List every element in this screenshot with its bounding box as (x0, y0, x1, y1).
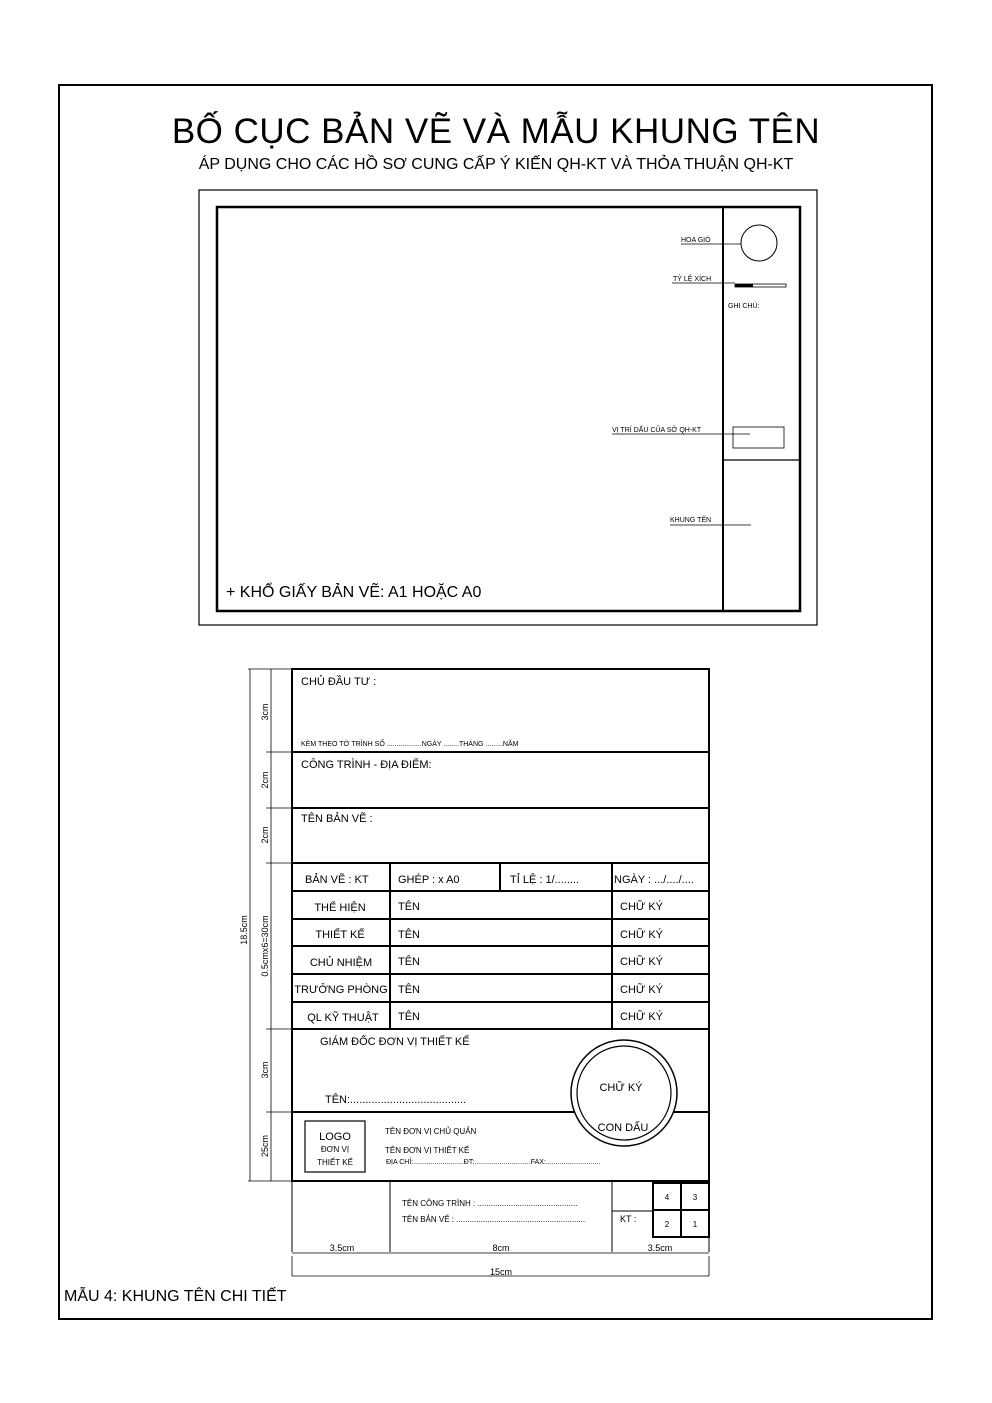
stamp-label: CON DẤU (597, 1122, 649, 1134)
staff-name: TÊN (398, 956, 420, 968)
staff-role: QL KỸ THUẬT (307, 1012, 379, 1024)
dim-v-2: 2cm (260, 771, 270, 789)
managing-unit: TÊN ĐƠN VỊ CHỦ QUẢN (385, 1127, 477, 1136)
submission-line: KÈM THEO TỜ TRÌNH SỐ ..................NGÀY ........THÁNG .........NĂM (301, 741, 519, 748)
address-line: ĐỊA CHỈ:..........................ĐT:.............................FAX:............................ (386, 1159, 601, 1166)
drawing-name-label: TÊN BẢN VẼ : (301, 813, 373, 825)
notes-label: GHI CHÚ: (728, 303, 760, 310)
logo-line-1: LOGO (319, 1131, 351, 1143)
layout-sheet-diagram (199, 190, 817, 625)
signature-label: CHỮ KÝ (599, 1082, 643, 1094)
scale-bar-fill (735, 284, 753, 287)
staff-sign: CHỮ KÝ (620, 1011, 664, 1023)
info-scale: TỈ LỆ : 1/........ (510, 874, 580, 886)
title-block-label: KHUNG TÊN (670, 517, 712, 524)
folded-project-name: TÊN CÔNG TRÌNH : ............................................. (402, 1199, 578, 1208)
project-label: CÔNG TRÌNH - ĐỊA ĐIỂM: (301, 759, 432, 771)
staff-role: CHỦ NHIỆM (309, 957, 373, 969)
sheet-number: 3 (692, 1193, 698, 1202)
dim-v-6: 25cm (260, 1134, 270, 1158)
staff-name: TÊN (398, 1011, 420, 1023)
dim-h-mid: 8cm (492, 1243, 510, 1253)
page-subtitle: ÁP DỤNG CHO CÁC HỒ SƠ CUNG CẤP Ý KIẾN QH-KT VÀ THỎA THUẬN QH-KT (198, 156, 794, 173)
folded-drawing-name: TÊN BẢN VẼ : .......................................................... (402, 1215, 586, 1224)
stamp-position-box (733, 427, 784, 448)
staff-role: THỂ HIỆN (314, 902, 366, 914)
dim-h-right: 3.5cm (647, 1243, 673, 1253)
investor-label: CHỦ ĐẦU TƯ : (301, 676, 377, 688)
dim-h-left: 3.5cm (329, 1243, 355, 1253)
info-drawing-no: BẢN VẼ : KT (305, 874, 369, 886)
logo-line-2: ĐƠN VỊ (320, 1145, 350, 1154)
page-title: BỐ CỤC BẢN VẼ VÀ MẪU KHUNG TÊN (171, 112, 821, 151)
scale-label: TỶ LỆ XÍCH (673, 276, 712, 283)
dim-v-4: 0.5cmx6=30cm (260, 915, 270, 977)
footer-caption: MẪU 4: KHUNG TÊN CHI TIẾT (64, 1288, 287, 1305)
sheet-number: 2 (664, 1220, 670, 1229)
dim-v-3: 2cm (260, 826, 270, 844)
staff-name: TÊN (398, 901, 420, 913)
info-date: NGÀY : .../..../.... (614, 874, 694, 886)
sheet-outer-frame (199, 190, 817, 625)
dim-v-1: 3cm (260, 703, 270, 721)
staff-sign: CHỮ KÝ (620, 984, 664, 996)
sheet-number: 4 (664, 1193, 670, 1202)
title-block-texts (239, 675, 698, 1277)
staff-role: THIẾT KẾ (315, 929, 365, 941)
staff-name: TÊN (398, 984, 420, 996)
stamp-position-label: VỊ TRÍ DẤU CỦA SỞ QH-KT (612, 427, 702, 434)
dim-v-5: 3cm (260, 1061, 270, 1079)
dim-h-total: 15cm (489, 1267, 513, 1277)
wind-rose-label: HOA GIÓ (681, 237, 711, 244)
staff-sign: CHỮ KÝ (620, 929, 664, 941)
sheet-number: 1 (692, 1220, 698, 1229)
staff-name: TÊN (398, 929, 420, 941)
director-label: GIÁM ĐỐC ĐƠN VỊ THIẾT KẾ (320, 1036, 470, 1048)
logo-line-3: THIẾT KẾ (317, 1158, 353, 1167)
paper-size-note: + KHỔ GIẤY BẢN VẼ: A1 HOẶC A0 (226, 584, 482, 601)
director-name: TÊN:...................................... (325, 1094, 467, 1106)
sheet-inner-frame (217, 207, 800, 611)
staff-sign: CHỮ KÝ (620, 956, 664, 968)
kt-label: KT : (620, 1214, 637, 1224)
staff-sign: CHỮ KÝ (620, 901, 664, 913)
design-unit: TÊN ĐƠN VỊ THIẾT KẾ (385, 1146, 470, 1155)
wind-rose-icon (741, 225, 777, 261)
info-sheet-size: GHÉP : x A0 (398, 874, 460, 886)
dim-v-total: 18.5cm (239, 915, 249, 945)
staff-role: TRƯỞNG PHÒNG (294, 984, 388, 996)
